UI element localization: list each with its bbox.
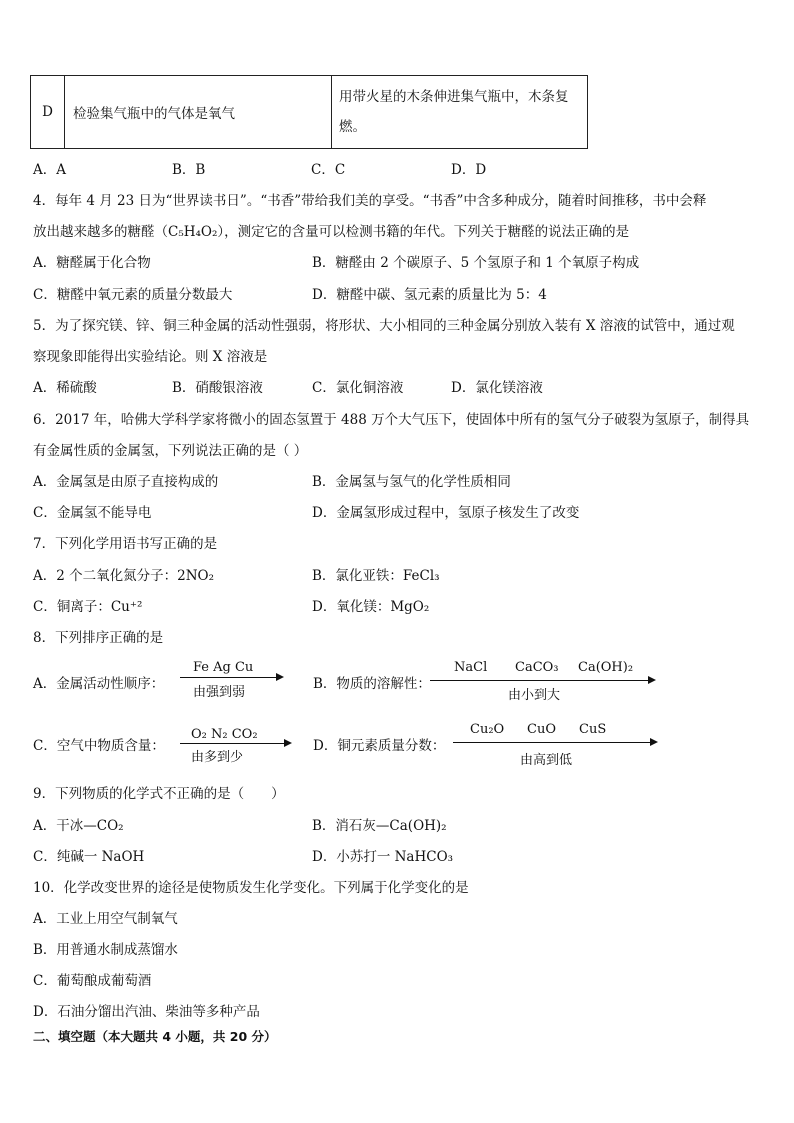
q8-b-item-3: Ca(OH)₂ xyxy=(578,660,634,675)
q8-d-item-3: CuS xyxy=(579,722,607,737)
q5-stem-line2: 察现象即能得出实验结论。则 X 溶液是 xyxy=(33,349,268,365)
q6-option-c[interactable]: C．金属氢不能导电 xyxy=(33,505,152,521)
q6-option-d[interactable]: D．金属氢形成过程中，氢原子核发生了改变 xyxy=(312,505,580,521)
q7-option-a[interactable]: A．2 个二氧化氮分子：2NO₂ xyxy=(33,568,215,584)
q3-option-d[interactable]: D．D xyxy=(451,162,487,178)
q8-stem: 8．下列排序正确的是 xyxy=(33,630,164,646)
q5-option-a[interactable]: A．稀硫酸 xyxy=(33,380,97,396)
q6-stem-line1: 6．2017 年，哈佛大学科学家将微小的固态氢置于 488 万个大气压下，使固体中所有的氢气分子破裂为氢原子，制得具 xyxy=(33,412,750,428)
q6-option-a[interactable]: A．金属氢是由原子直接构成的 xyxy=(33,474,219,490)
q3-option-a[interactable]: A．A xyxy=(33,162,66,178)
q10-option-d[interactable]: D．石油分馏出汽油、柴油等多种产品 xyxy=(33,1004,260,1020)
q10-option-a[interactable]: A．工业上用空气制氧气 xyxy=(33,911,178,927)
q8-option-a[interactable]: A．金属活动性顺序： xyxy=(33,676,165,692)
q8-b-direction: 由小到大 xyxy=(508,688,561,703)
q9-option-b[interactable]: B．消石灰—Ca(OH)₂ xyxy=(312,818,447,834)
q4-stem-line1: 4．每年 4 月 23 日为“世界读书日”。“书香”带给我们美的享受。“书香”中含多种成分，随着时间推移，书中会释 xyxy=(33,193,707,209)
q7-option-c[interactable]: C．铜离子：Cu⁺² xyxy=(33,599,143,615)
q8-b-item-2: CaCO₃ xyxy=(515,660,559,675)
q6-stem-line2: 有金属性质的金属氢，下列说法正确的是（ ） xyxy=(33,443,308,459)
q5-option-d[interactable]: D．氯化镁溶液 xyxy=(451,380,543,396)
q6-option-b[interactable]: B．金属氢与氢气的化学性质相同 xyxy=(312,474,511,490)
q8-c-sequence: O₂ N₂ CO₂ xyxy=(191,727,258,742)
q5-stem-line1: 5．为了探究镁、锌、铜三种金属的活动性强弱，将形状、大小相同的三种金属分别放入装有 X 溶液的试管中，通过观 xyxy=(33,318,735,334)
q7-stem: 7．下列化学用语书写正确的是 xyxy=(33,536,218,552)
q9-option-d[interactable]: D．小苏打一 NaHCO₃ xyxy=(312,849,454,865)
q8-c-arrow xyxy=(180,743,290,744)
q4-option-a[interactable]: A．糖醛属于化合物 xyxy=(33,255,151,271)
q4-stem-line2: 放出越来越多的糖醛（C₅H₄O₂），测定它的含量可以检测书籍的年代。下列关于糖醛的说法正确的是 xyxy=(33,224,630,240)
q8-d-item-2: CuO xyxy=(527,722,556,737)
q10-option-b[interactable]: B．用普通水制成蒸馏水 xyxy=(33,942,178,958)
q7-option-b[interactable]: B．氯化亚铁：FeCl₃ xyxy=(312,568,440,584)
q8-option-c[interactable]: C．空气中物质含量： xyxy=(33,738,165,754)
q4-option-b[interactable]: B．糖醛由 2 个碳原子、5 个氢原子和 1 个氧原子构成 xyxy=(312,255,640,271)
q10-stem: 10．化学改变世界的途径是使物质发生化学变化。下列属于化学变化的是 xyxy=(33,880,469,896)
q8-a-sequence: Fe Ag Cu xyxy=(193,660,254,675)
table-cell-operation: 检验集气瓶中的气体是氧气 xyxy=(65,76,332,149)
q8-d-item-1: Cu₂O xyxy=(470,722,505,737)
section-heading-fill-in: 二、填空题（本大题共 4 小题，共 20 分） xyxy=(33,1029,277,1044)
q8-d-direction: 由高到低 xyxy=(520,753,573,768)
q8-b-item-1: NaCl xyxy=(454,660,488,675)
q7-option-d[interactable]: D．氧化镁：MgO₂ xyxy=(312,599,430,615)
q8-option-b[interactable]: B．物质的溶解性： xyxy=(313,676,431,692)
q3-options-table xyxy=(30,75,588,149)
q8-a-direction: 由强到弱 xyxy=(193,685,246,700)
q8-a-arrow xyxy=(180,677,282,678)
q3-option-c[interactable]: C．C xyxy=(311,162,346,178)
q9-stem: 9．下列物质的化学式不正确的是（ ） xyxy=(33,786,285,802)
q8-b-arrow xyxy=(430,680,654,681)
table-cell-method: 用带火星的木条伸进集气瓶中，木条复燃。 xyxy=(332,76,588,149)
table-cell-letter: D xyxy=(31,76,65,149)
q8-c-direction: 由多到少 xyxy=(191,750,244,765)
q8-d-arrow xyxy=(453,742,656,743)
q5-option-b[interactable]: B．硝酸银溶液 xyxy=(172,380,263,396)
q3-option-b[interactable]: B．B xyxy=(172,162,206,178)
q10-option-c[interactable]: C．葡萄酿成葡萄酒 xyxy=(33,973,152,989)
q8-option-d[interactable]: D．铜元素质量分数： xyxy=(313,738,446,754)
q9-option-a[interactable]: A．干冰—CO₂ xyxy=(33,818,124,834)
q4-option-d[interactable]: D．糖醛中碳、氢元素的质量比为 5：4 xyxy=(312,287,547,303)
q5-option-c[interactable]: C．氯化铜溶液 xyxy=(312,380,404,396)
q9-option-c[interactable]: C．纯碱一 NaOH xyxy=(33,849,145,865)
q4-option-c[interactable]: C．糖醛中氧元素的质量分数最大 xyxy=(33,287,233,303)
